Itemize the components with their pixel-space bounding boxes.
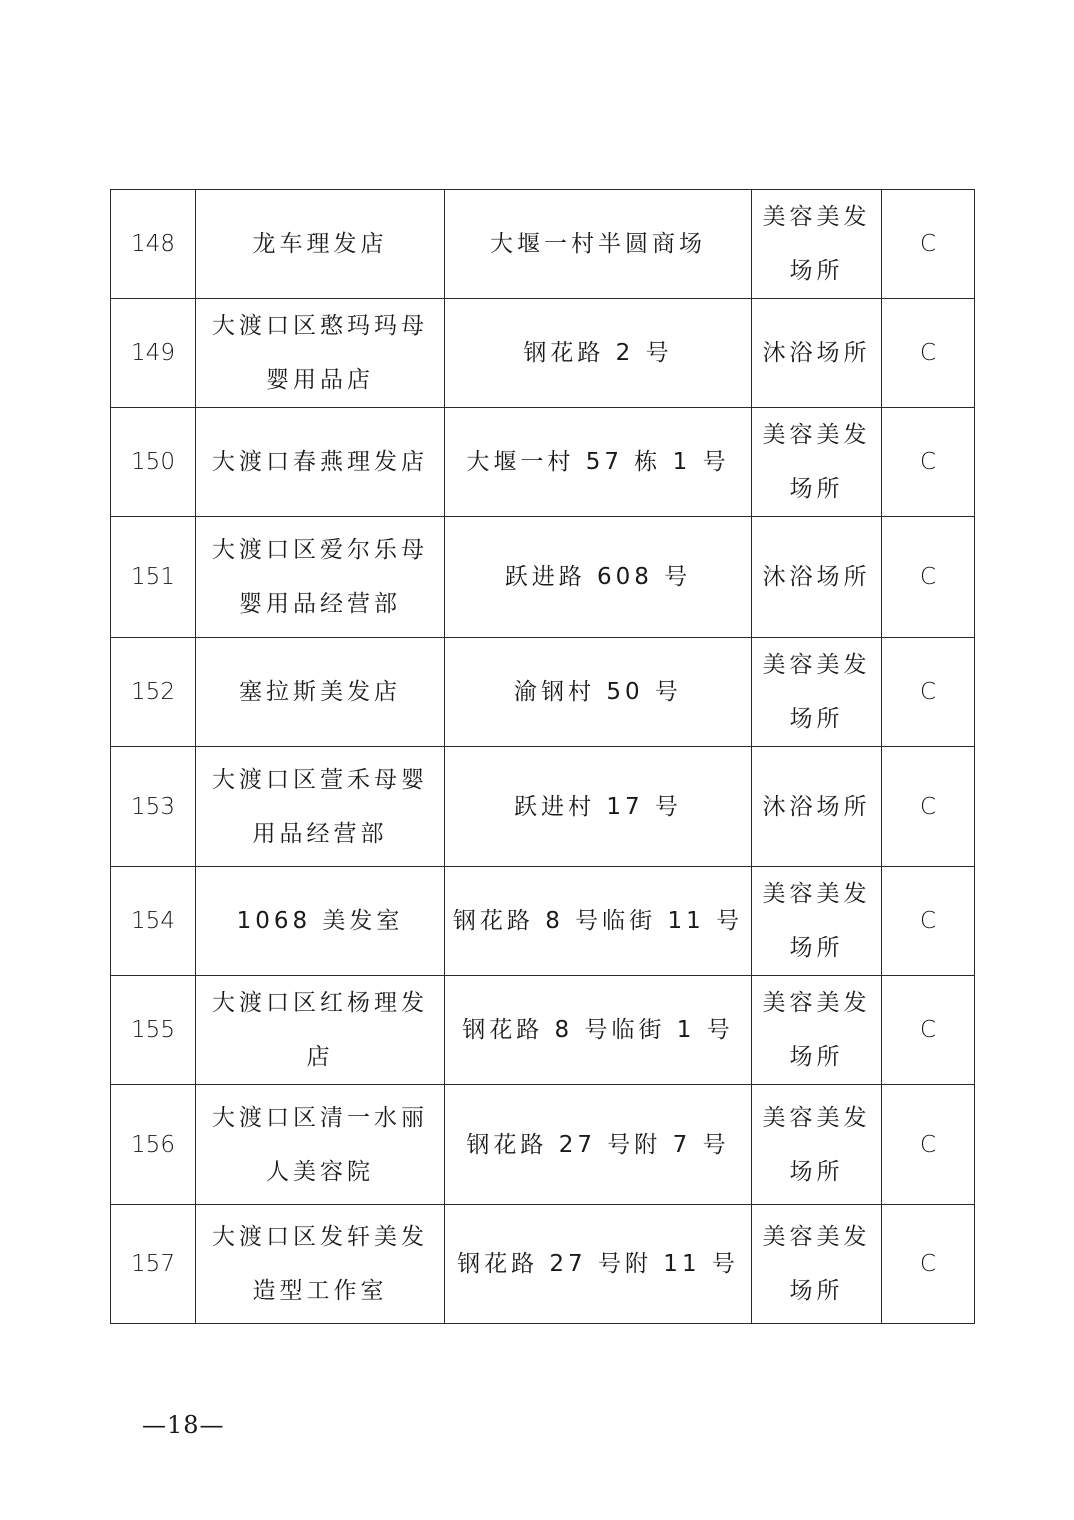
venue-category: 沐浴场所 (752, 299, 882, 408)
venue-category: 美容美发场所 (752, 638, 882, 747)
venue-address: 跃进村 17 号 (445, 747, 752, 867)
page-number-value: 18 (167, 1411, 200, 1439)
venue-address: 钢花路 8 号临街 1 号 (445, 976, 752, 1085)
row-number: 149 (111, 299, 196, 408)
venue-category: 美容美发场所 (752, 190, 882, 299)
row-number: 151 (111, 517, 196, 638)
table-row (111, 299, 975, 408)
table-row (111, 638, 975, 747)
venue-name: 大渡口区憨玛玛母婴用品店 (196, 299, 445, 408)
venue-name: 塞拉斯美发店 (196, 638, 445, 747)
page-number-dash-left: — (142, 1411, 167, 1439)
venue-category: 美容美发场所 (752, 1205, 882, 1324)
venue-name: 大渡口区发轩美发造型工作室 (196, 1205, 445, 1324)
table-row (111, 517, 975, 638)
venue-grade: C (882, 1085, 975, 1205)
table-row (111, 408, 975, 517)
row-number: 155 (111, 976, 196, 1085)
row-number: 150 (111, 408, 196, 517)
row-number: 152 (111, 638, 196, 747)
venue-name: 1068 美发室 (196, 867, 445, 976)
venue-name: 大渡口区萱禾母婴用品经营部 (196, 747, 445, 867)
table-row (111, 1085, 975, 1205)
venue-table (110, 189, 975, 1324)
table-row (111, 1205, 975, 1324)
venue-table-body (111, 190, 975, 1324)
venue-grade: C (882, 638, 975, 747)
page-number-dash-right: — (199, 1411, 225, 1439)
page-number (142, 1411, 225, 1439)
table-row (111, 976, 975, 1085)
venue-category: 美容美发场所 (752, 1085, 882, 1205)
venue-grade: C (882, 517, 975, 638)
row-number: 148 (111, 190, 196, 299)
venue-grade: C (882, 408, 975, 517)
venue-category: 美容美发场所 (752, 408, 882, 517)
venue-category: 美容美发场所 (752, 867, 882, 976)
table-row (111, 747, 975, 867)
venue-address: 钢花路 8 号临街 11 号 (445, 867, 752, 976)
venue-address: 钢花路 2 号 (445, 299, 752, 408)
venue-category: 美容美发场所 (752, 976, 882, 1085)
venue-grade: C (882, 299, 975, 408)
venue-address: 钢花路 27 号附 7 号 (445, 1085, 752, 1205)
venue-grade: C (882, 867, 975, 976)
venue-address: 大堰一村 57 栋 1 号 (445, 408, 752, 517)
venue-grade: C (882, 190, 975, 299)
venue-category: 沐浴场所 (752, 517, 882, 638)
venue-grade: C (882, 1205, 975, 1324)
venue-address: 钢花路 27 号附 11 号 (445, 1205, 752, 1324)
table-row (111, 190, 975, 299)
venue-address: 跃进路 608 号 (445, 517, 752, 638)
venue-grade: C (882, 976, 975, 1085)
venue-address: 大堰一村半圆商场 (445, 190, 752, 299)
venue-name: 大渡口区清一水丽人美容院 (196, 1085, 445, 1205)
row-number: 153 (111, 747, 196, 867)
venue-name: 大渡口区爱尔乐母婴用品经营部 (196, 517, 445, 638)
venue-name: 龙车理发店 (196, 190, 445, 299)
row-number: 154 (111, 867, 196, 976)
row-number: 157 (111, 1205, 196, 1324)
table-row (111, 867, 975, 976)
venue-name: 大渡口春燕理发店 (196, 408, 445, 517)
venue-name: 大渡口区红杨理发店 (196, 976, 445, 1085)
venue-category: 沐浴场所 (752, 747, 882, 867)
venue-address: 渝钢村 50 号 (445, 638, 752, 747)
venue-grade: C (882, 747, 975, 867)
row-number: 156 (111, 1085, 196, 1205)
